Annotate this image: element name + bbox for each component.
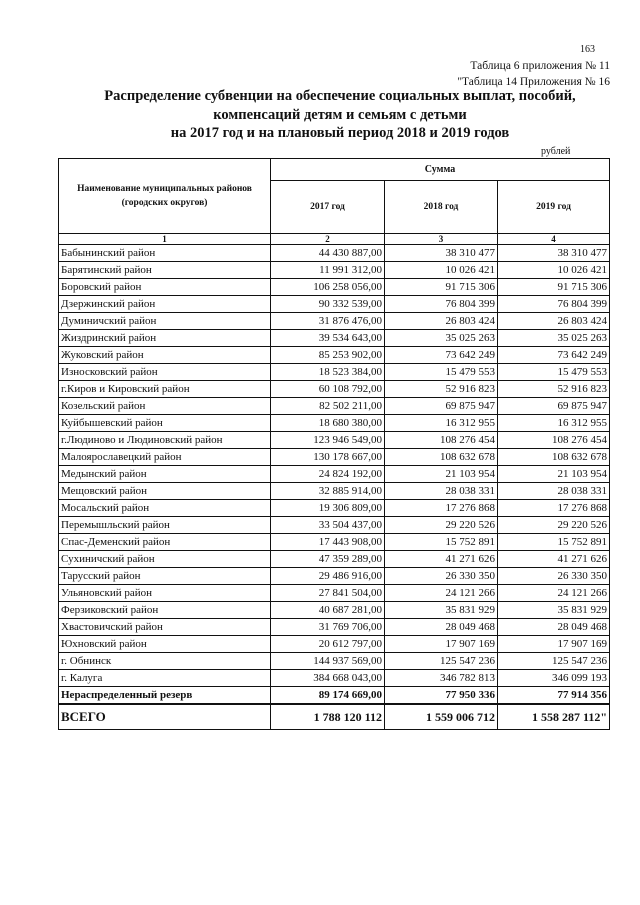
row-2018: 38 310 477 xyxy=(385,245,498,262)
row-2019: 10 026 421 xyxy=(498,262,610,279)
row-name: Жиздринский район xyxy=(59,330,271,347)
row-2019: 24 121 266 xyxy=(498,585,610,602)
row-name: Малоярославецкий район xyxy=(59,449,271,466)
row-2018: 125 547 236 xyxy=(385,653,498,670)
row-2019: 26 330 350 xyxy=(498,568,610,585)
header-2017: 2017 год xyxy=(271,180,385,233)
row-2017: 90 332 539,00 xyxy=(271,296,385,313)
document-title xyxy=(60,87,620,143)
row-2017: 31 876 476,00 xyxy=(271,313,385,330)
table-row xyxy=(59,670,610,687)
row-2019: 15 752 891 xyxy=(498,534,610,551)
row-name: Медынский район xyxy=(59,466,271,483)
row-name: Спас-Деменский район xyxy=(59,534,271,551)
row-name: Думиничский район xyxy=(59,313,271,330)
table-row xyxy=(59,245,610,262)
row-2019: 17 907 169 xyxy=(498,636,610,653)
row-2017: 40 687 281,00 xyxy=(271,602,385,619)
total-name: ВСЕГО xyxy=(59,704,271,730)
table-row xyxy=(59,330,610,347)
row-2018: 15 752 891 xyxy=(385,534,498,551)
row-2017: 44 430 887,00 xyxy=(271,245,385,262)
row-2019: 73 642 249 xyxy=(498,347,610,364)
row-name: Юхновский район xyxy=(59,636,271,653)
row-2017: 19 306 809,00 xyxy=(271,500,385,517)
row-2017: 106 258 056,00 xyxy=(271,279,385,296)
annex-reference xyxy=(457,58,610,90)
table-row xyxy=(59,279,610,296)
table-row xyxy=(59,602,610,619)
row-2018: 91 715 306 xyxy=(385,279,498,296)
row-2019: 17 276 868 xyxy=(498,500,610,517)
row-name: г. Калуга xyxy=(59,670,271,687)
row-2018: 26 330 350 xyxy=(385,568,498,585)
column-index: 3 xyxy=(385,234,498,245)
row-2018: 108 276 454 xyxy=(385,432,498,449)
table-row xyxy=(59,432,610,449)
row-name: Ульяновский район xyxy=(59,585,271,602)
row-2019: 26 803 424 xyxy=(498,313,610,330)
row-name: Мосальский район xyxy=(59,500,271,517)
reserve-2018: 77 950 336 xyxy=(385,687,498,705)
column-index: 4 xyxy=(498,234,610,245)
row-name: Хвастовичский район xyxy=(59,619,271,636)
reserve-2019: 77 914 356 xyxy=(498,687,610,705)
row-2017: 32 885 914,00 xyxy=(271,483,385,500)
row-2018: 108 632 678 xyxy=(385,449,498,466)
total-2017: 1 788 120 112 xyxy=(271,704,385,730)
row-2017: 130 178 667,00 xyxy=(271,449,385,466)
row-2018: 17 276 868 xyxy=(385,500,498,517)
header-2019: 2019 год xyxy=(498,180,610,233)
total-row xyxy=(59,704,610,730)
row-2018: 15 479 553 xyxy=(385,364,498,381)
row-name: Сухиничский район xyxy=(59,551,271,568)
row-name: Ферзиковский район xyxy=(59,602,271,619)
table-row xyxy=(59,415,610,432)
table-row xyxy=(59,313,610,330)
row-name: г.Людиново и Людиновский район xyxy=(59,432,271,449)
row-2019: 41 271 626 xyxy=(498,551,610,568)
row-2019: 15 479 553 xyxy=(498,364,610,381)
row-2019: 38 310 477 xyxy=(498,245,610,262)
row-2018: 28 049 468 xyxy=(385,619,498,636)
table-row xyxy=(59,517,610,534)
table-row xyxy=(59,381,610,398)
row-2019: 346 099 193 xyxy=(498,670,610,687)
subvention-table xyxy=(58,158,610,730)
row-2017: 31 769 706,00 xyxy=(271,619,385,636)
annex-line-2: "Таблица 14 Приложения № 16 xyxy=(457,76,610,88)
column-index: 1 xyxy=(59,234,271,245)
row-2018: 26 803 424 xyxy=(385,313,498,330)
table-row xyxy=(59,398,610,415)
row-2017: 33 504 437,00 xyxy=(271,517,385,534)
table-row xyxy=(59,449,610,466)
row-2019: 35 025 263 xyxy=(498,330,610,347)
table-row xyxy=(59,585,610,602)
row-name: Тарусский район xyxy=(59,568,271,585)
row-name: Дзержинский район xyxy=(59,296,271,313)
row-2019: 108 276 454 xyxy=(498,432,610,449)
row-2018: 69 875 947 xyxy=(385,398,498,415)
row-2017: 60 108 792,00 xyxy=(271,381,385,398)
row-2019: 16 312 955 xyxy=(498,415,610,432)
row-2018: 35 831 929 xyxy=(385,602,498,619)
reserve-row xyxy=(59,687,610,705)
row-2017: 85 253 902,00 xyxy=(271,347,385,364)
row-name: г. Обнинск xyxy=(59,653,271,670)
row-2018: 73 642 249 xyxy=(385,347,498,364)
row-name: Куйбышевский район xyxy=(59,415,271,432)
row-2017: 18 680 380,00 xyxy=(271,415,385,432)
reserve-name: Нераспределенный резерв xyxy=(59,687,271,705)
row-2018: 35 025 263 xyxy=(385,330,498,347)
row-2018: 76 804 399 xyxy=(385,296,498,313)
table-row xyxy=(59,296,610,313)
annex-line-1: Таблица 6 приложения № 11 xyxy=(470,60,610,72)
row-name: Перемышльский район xyxy=(59,517,271,534)
row-name: Износковский район xyxy=(59,364,271,381)
table-row xyxy=(59,534,610,551)
row-2017: 47 359 289,00 xyxy=(271,551,385,568)
row-2017: 29 486 916,00 xyxy=(271,568,385,585)
header-sum: Сумма xyxy=(271,159,610,181)
row-2017: 384 668 043,00 xyxy=(271,670,385,687)
table-row xyxy=(59,568,610,585)
row-2017: 20 612 797,00 xyxy=(271,636,385,653)
row-2018: 17 907 169 xyxy=(385,636,498,653)
header-2018: 2018 год xyxy=(385,180,498,233)
row-2019: 35 831 929 xyxy=(498,602,610,619)
row-name: Мещовский район xyxy=(59,483,271,500)
reserve-2017: 89 174 669,00 xyxy=(271,687,385,705)
row-2017: 11 991 312,00 xyxy=(271,262,385,279)
header-name: Наименование муниципальных районов (городских округов) xyxy=(59,159,271,234)
table-row xyxy=(59,619,610,636)
title-line-2: компенсаций детям и семьям с детьми xyxy=(213,106,467,123)
row-2017: 123 946 549,00 xyxy=(271,432,385,449)
row-2018: 41 271 626 xyxy=(385,551,498,568)
table-row xyxy=(59,653,610,670)
table-body xyxy=(59,245,610,730)
table-row xyxy=(59,262,610,279)
row-2018: 16 312 955 xyxy=(385,415,498,432)
page-number: 163 xyxy=(580,44,595,55)
total-2018: 1 559 006 712 xyxy=(385,704,498,730)
row-name: Боровский район xyxy=(59,279,271,296)
row-2018: 29 220 526 xyxy=(385,517,498,534)
row-name: Жуковский район xyxy=(59,347,271,364)
table-row xyxy=(59,483,610,500)
total-2019: 1 558 287 112" xyxy=(498,704,610,730)
row-2019: 52 916 823 xyxy=(498,381,610,398)
row-2017: 27 841 504,00 xyxy=(271,585,385,602)
row-2017: 144 937 569,00 xyxy=(271,653,385,670)
row-2018: 28 038 331 xyxy=(385,483,498,500)
row-2019: 21 103 954 xyxy=(498,466,610,483)
row-2017: 17 443 908,00 xyxy=(271,534,385,551)
row-2017: 39 534 643,00 xyxy=(271,330,385,347)
row-2018: 52 916 823 xyxy=(385,381,498,398)
row-2019: 29 220 526 xyxy=(498,517,610,534)
row-2019: 125 547 236 xyxy=(498,653,610,670)
table-row xyxy=(59,636,610,653)
row-2019: 91 715 306 xyxy=(498,279,610,296)
row-name: Козельский район xyxy=(59,398,271,415)
title-line-3: на 2017 год и на плановый период 2018 и 2019 годов xyxy=(170,125,510,141)
table-row xyxy=(59,364,610,381)
table-row xyxy=(59,500,610,517)
row-name: г.Киров и Кировский район xyxy=(59,381,271,398)
column-index: 2 xyxy=(271,234,385,245)
row-2017: 82 502 211,00 xyxy=(271,398,385,415)
table-row xyxy=(59,551,610,568)
row-2019: 76 804 399 xyxy=(498,296,610,313)
row-name: Барятинский район xyxy=(59,262,271,279)
row-2018: 24 121 266 xyxy=(385,585,498,602)
row-2017: 24 824 192,00 xyxy=(271,466,385,483)
row-2019: 108 632 678 xyxy=(498,449,610,466)
row-2018: 346 782 813 xyxy=(385,670,498,687)
title-line-1: Распределение субвенции на обеспечение социальных выплат, пособий, xyxy=(104,88,576,104)
row-2019: 69 875 947 xyxy=(498,398,610,415)
table-row xyxy=(59,466,610,483)
row-2019: 28 049 468 xyxy=(498,619,610,636)
table-row xyxy=(59,347,610,364)
row-2019: 28 038 331 xyxy=(498,483,610,500)
row-2018: 21 103 954 xyxy=(385,466,498,483)
currency-unit: рублей xyxy=(541,146,571,157)
row-2017: 18 523 384,00 xyxy=(271,364,385,381)
row-name: Бабынинский район xyxy=(59,245,271,262)
row-2018: 10 026 421 xyxy=(385,262,498,279)
